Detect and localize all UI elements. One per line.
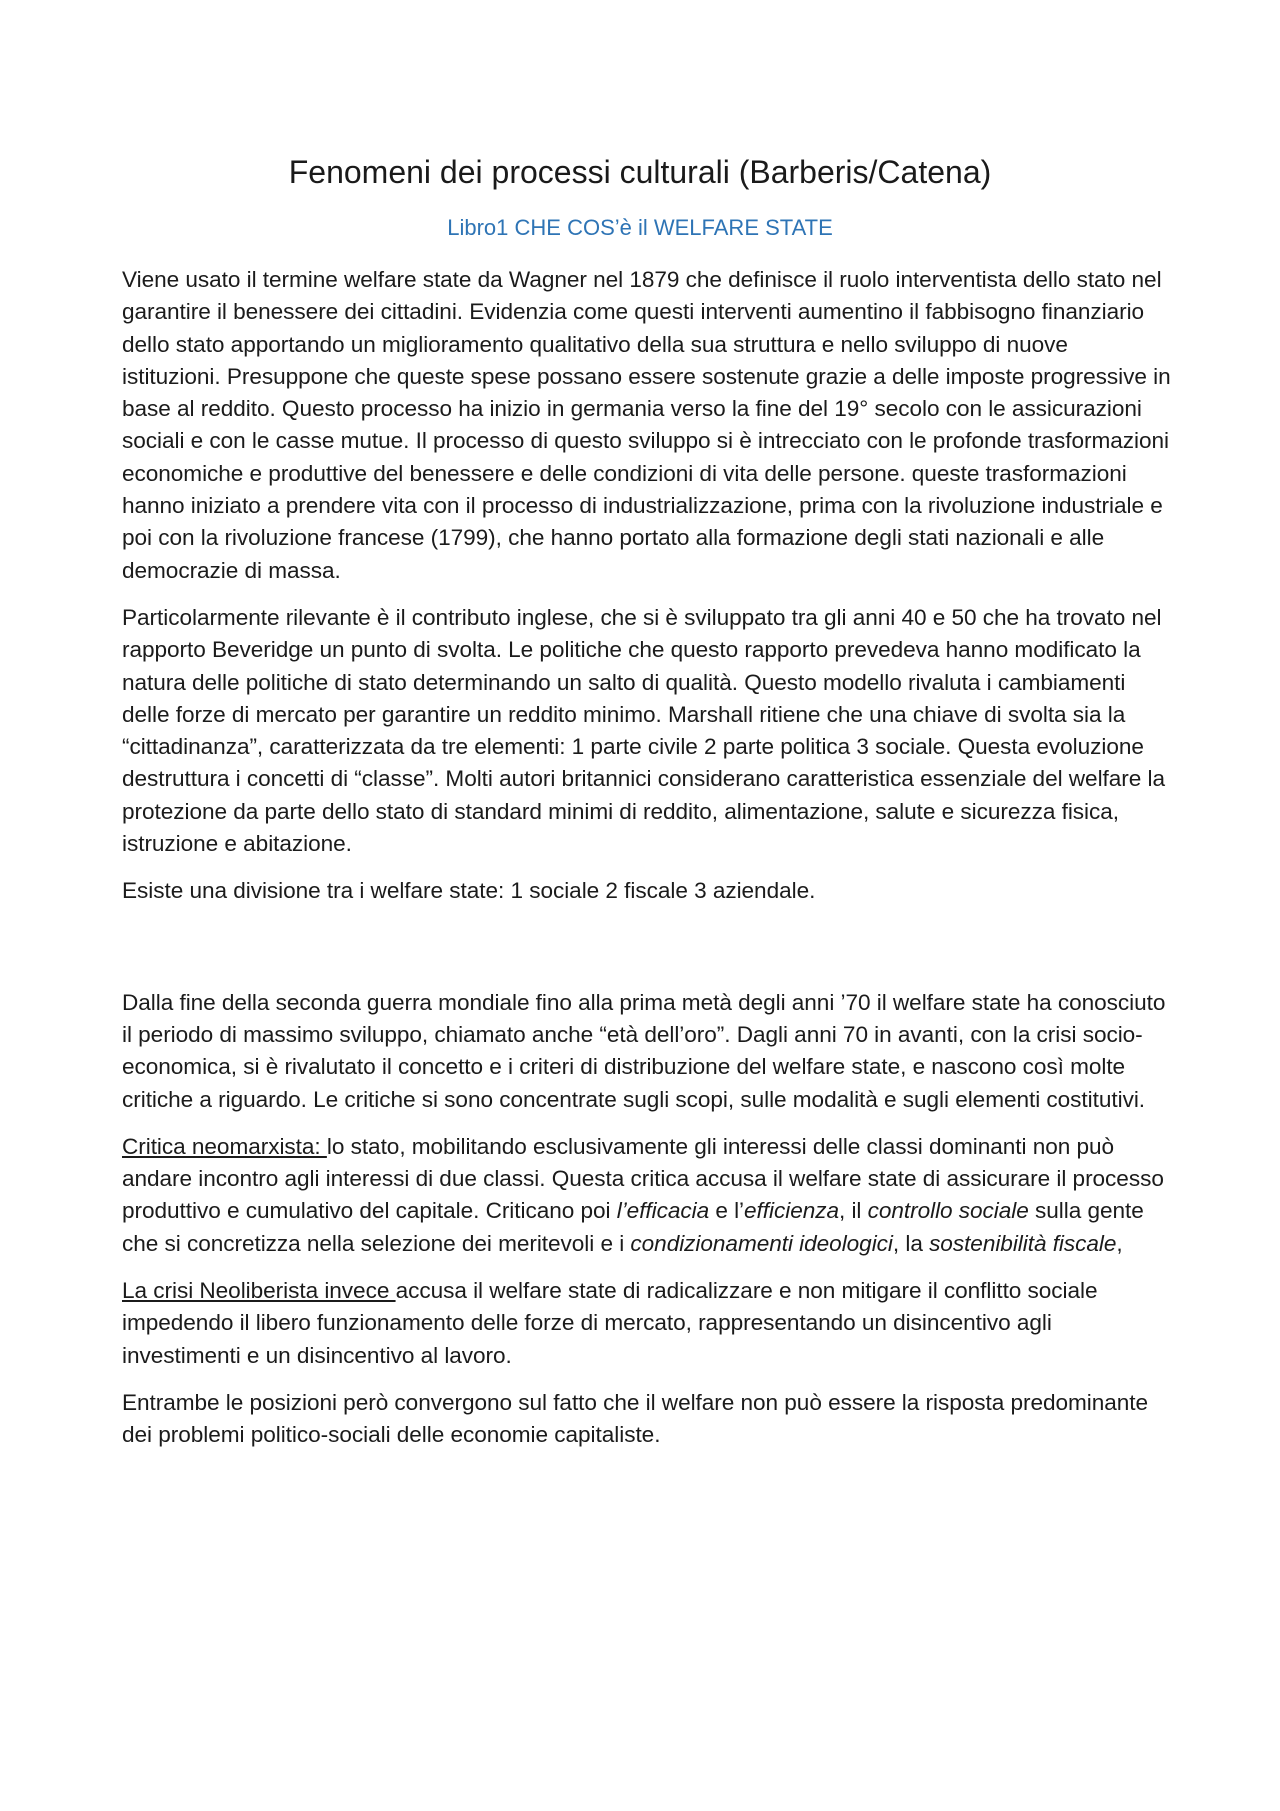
text-segment: e l’ [709, 1198, 745, 1224]
document-title: Fenomeni dei processi culturali (Barberis/Catena) [288, 154, 992, 190]
emphasis-condizionamenti-ideologici: condizionamenti ideologici [630, 1230, 893, 1256]
text-segment: , il [838, 1198, 868, 1224]
paragraph-welfare-division: Esiste una divisione tra i welfare state: 1 sociale 2 fiscale 3 aziendale. [122, 878, 816, 904]
paragraph-beveridge: Particolarmente rilevante è il contributo inglese, che si è sviluppato tra gli anni 40 e 50 che ha trovato nel rapporto Beveridge un punto di svolta. Le politiche che questo rapporto prevedeva hanno modificato la natura delle politiche di stato determinando un salto di qualità. Questo modello rivaluta i cambiamenti delle forze di mercato per garantire un reddito minimo. Marshall ritiene che una chiave di svolta sia la “cittadinanza”, caratterizzata da tre elementi: 1 parte civile 2 parte politica 3 sociale. Questa evoluzione destruttura i concetti di “classe”. Molti autori britannici considerano caratteristica essenziale del welfare la protezione da parte dello stato di standard minimi di reddito, alimentazione, salute e sicurezza fisica, istruzione e abitazione. [122, 604, 1165, 857]
text-segment: , [1116, 1230, 1123, 1256]
neoliberal-critique-heading: La crisi Neoliberista invece [122, 1278, 396, 1304]
emphasis-efficienza: efficienza [744, 1198, 839, 1224]
text-segment: sulla gente che si concretizza nella selezione dei meritevoli e i [122, 1198, 1144, 1256]
paragraph-golden-age: Dalla fine della seconda guerra mondiale fino alla prima metà degli anni ’70 il welfare state ha conosciuto il periodo di massimo sviluppo, chiamato anche “età dell’oro”. Dagli anni 70 in avanti, con la crisi socio-economica, si è rivalutato il concetto e i criteri di distribuzione del welfare state, e nascono così molte critiche a riguardo. Le critiche si sono concentrate sugli scopi, sulle modalità e sugli elementi costitutivi. [122, 989, 1166, 1112]
document-body [122, 264, 1172, 1467]
paragraph-wagner: Viene usato il termine welfare state da Wagner nel 1879 che definisce il ruolo interventista dello stato nel garantire il benessere dei cittadini. Evidenzia come questi interventi aumentino il fabbisogno finanziario dello stato apportando un miglioramento qualitativo della sua struttura e nello sviluppo di nuove istituzioni. Presuppone che queste spese possano essere sostenute grazie a delle imposte progressive in base al reddito. Questo processo ha inizio in germania verso la fine del 19° secolo con le assicurazioni sociali e con le casse mutue. Il processo di questo sviluppo si è intrecciato con le profonde trasformazioni economiche e produttive del benessere e delle condizioni di vita delle persone. queste trasformazioni hanno iniziato a prendere vita con il processo di industrializzazione, prima con la rivoluzione industriale e poi con la rivoluzione francese (1799), che hanno portato alla formazione degli stati nazionali e alle democrazie di massa. [122, 267, 1171, 583]
paragraph-neomarxist-critique [122, 1131, 1172, 1260]
blank-space [122, 923, 1172, 987]
emphasis-controllo-sociale: controllo sociale [867, 1198, 1029, 1224]
emphasis-sostenibilita-fiscale: sostenibilità fiscale [929, 1230, 1117, 1256]
emphasis-efficacia: l’efficacia [616, 1198, 710, 1224]
neomarxist-critique-heading: Critica neomarxista: [122, 1133, 327, 1159]
text-segment: accusa il welfare state di radicalizzare e non mitigare il conflitto sociale impedendo il libero funzionamento delle forze di mercato, rappresentando un disincentivo agli investimenti e un disincentivo al lavoro. [122, 1278, 1098, 1368]
paragraph-neoliberal-critique [122, 1275, 1172, 1372]
text-segment: lo stato, mobilitando esclusivamente gli interessi delle classi dominanti non può andare incontro agli interessi di due classi. Questa critica accusa il welfare state di assicurare il processo produttivo e cumulativo del capitale. Criticano poi [122, 1133, 1164, 1224]
text-segment: , la [892, 1230, 930, 1256]
document-subtitle: Libro1 CHE COS’è il WELFARE STATE [447, 215, 833, 240]
paragraph-conclusion: Entrambe le posizioni però convergono sul fatto che il welfare non può essere la risposta predominante dei problemi politico-sociali delle economie capitaliste. [122, 1389, 1149, 1448]
